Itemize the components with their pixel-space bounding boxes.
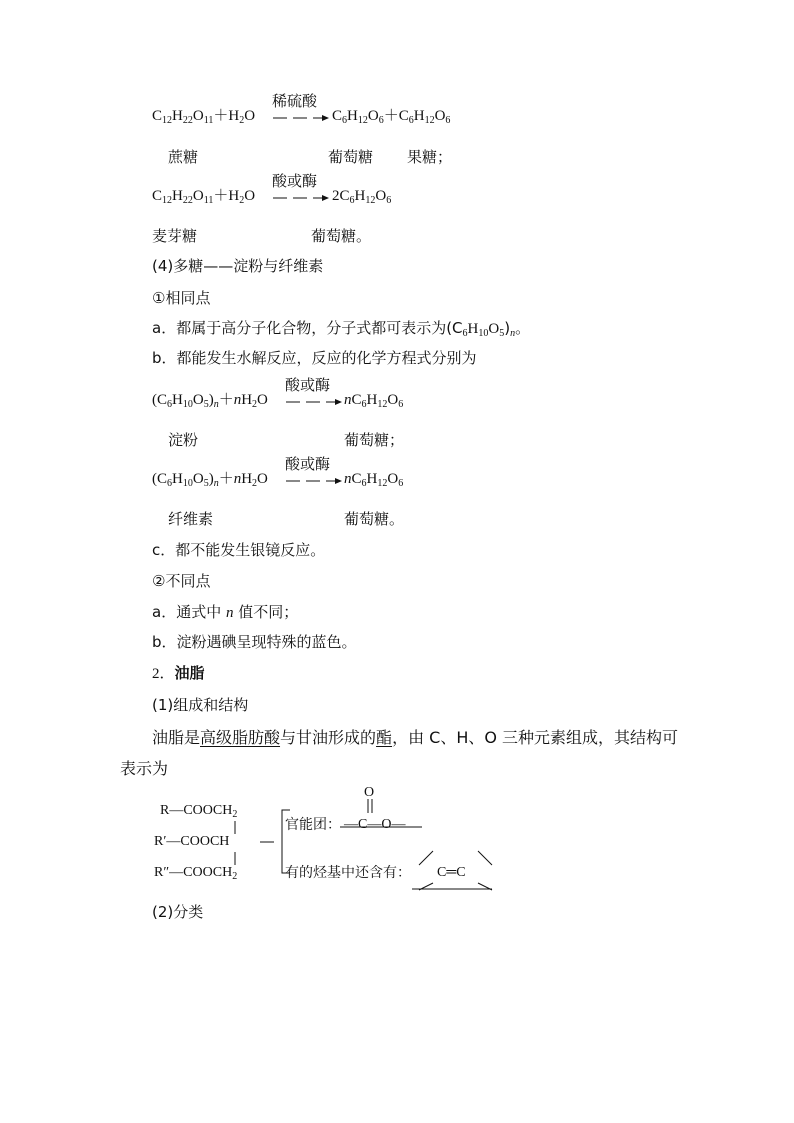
name-sucrose: 蔗糖 <box>168 148 199 166</box>
subsection-classification: (2)分类 <box>152 903 204 921</box>
name-glucose-2: 葡萄糖。 <box>311 227 372 245</box>
name-glucose: 葡萄糖 <box>328 148 374 166</box>
eq2-reactant: $C_{12}H_{22}O_{11}+H_2O$ <box>152 188 256 206</box>
struct-row1: $R—COOCH_2$ <box>160 803 238 820</box>
diff-title: ②不同点 <box>152 572 211 590</box>
eq4-arrow <box>284 476 344 486</box>
same-title: ①相同点 <box>152 289 211 307</box>
eq1-condition: 稀硫酸 <box>272 92 318 110</box>
eq1-product: $C_6H_{12}O_6+C_6H_{12}O_6$ <box>332 108 451 126</box>
eq3-arrow <box>284 397 344 407</box>
same-point-a: a．都属于高分子化合物，分子式都可表示为$(C_6H_{10}O_5)_n$。 <box>152 319 531 339</box>
eq3-condition: 酸或酶 <box>285 376 331 394</box>
cc-double-bond: C═C <box>437 865 466 880</box>
eq2-condition: 酸或酶 <box>272 172 318 190</box>
eq4-product: $nC_6H_{12}O_6$ <box>344 471 404 489</box>
eq3-reactant: $(C_6H_{10}O_5)_n+nH_2O$ <box>152 392 268 410</box>
fat-structure <box>150 783 510 893</box>
eq4-reactant: $(C_6H_{10}O_5)_n+nH_2O$ <box>152 471 268 489</box>
same-point-b: b．都能发生水解反应，反应的化学方程式分别为 <box>152 349 477 367</box>
name-fructose: 果糖； <box>407 148 453 166</box>
eq4-condition: 酸或酶 <box>285 455 331 473</box>
struct-row2: R′—COOCH <box>154 834 230 849</box>
name-starch: 淀粉 <box>168 431 199 449</box>
eq2-arrow <box>271 193 331 203</box>
fg-label: 官能团： <box>285 817 341 833</box>
name-cellulose: 纤维素 <box>168 510 214 528</box>
fat-paragraph-line1: 油脂是高级脂肪酸与甘油形成的酯，由 C、H、O 三种元素组成，其结构可 <box>152 728 679 747</box>
name-glucose-3: 葡萄糖； <box>344 431 405 449</box>
section-fat: 2．油脂 <box>152 664 205 682</box>
name-glucose-4: 葡萄糖。 <box>344 510 405 528</box>
eq1-arrow <box>271 113 331 123</box>
eq1-reactant: $C_{12}H_{22}O_{11}+H_2O$ <box>152 108 256 126</box>
subsection-composition: (1)组成和结构 <box>152 696 249 714</box>
section-polysaccharide: (4)多糖——淀粉与纤维素 <box>152 257 324 275</box>
diff-point-b: b．淀粉遇碘呈现特殊的蓝色。 <box>152 633 357 651</box>
diff-point-a: a．通式中 n 值不同； <box>152 603 299 621</box>
struct-row3: $R''—COOCH_2$ <box>154 865 238 882</box>
fg-chain: —C—O— <box>344 817 406 832</box>
name-maltose: 麦芽糖 <box>152 227 198 245</box>
same-point-c: c．都不能发生银镜反应。 <box>152 541 326 559</box>
fg-oxygen: O <box>364 785 375 800</box>
eq3-product: $nC_6H_{12}O_6$ <box>344 392 404 410</box>
fat-paragraph-line2: 表示为 <box>120 759 169 778</box>
eq2-product: $2C_6H_{12}O_6$ <box>332 188 392 206</box>
other-label: 有的烃基中还含有： <box>285 865 411 881</box>
